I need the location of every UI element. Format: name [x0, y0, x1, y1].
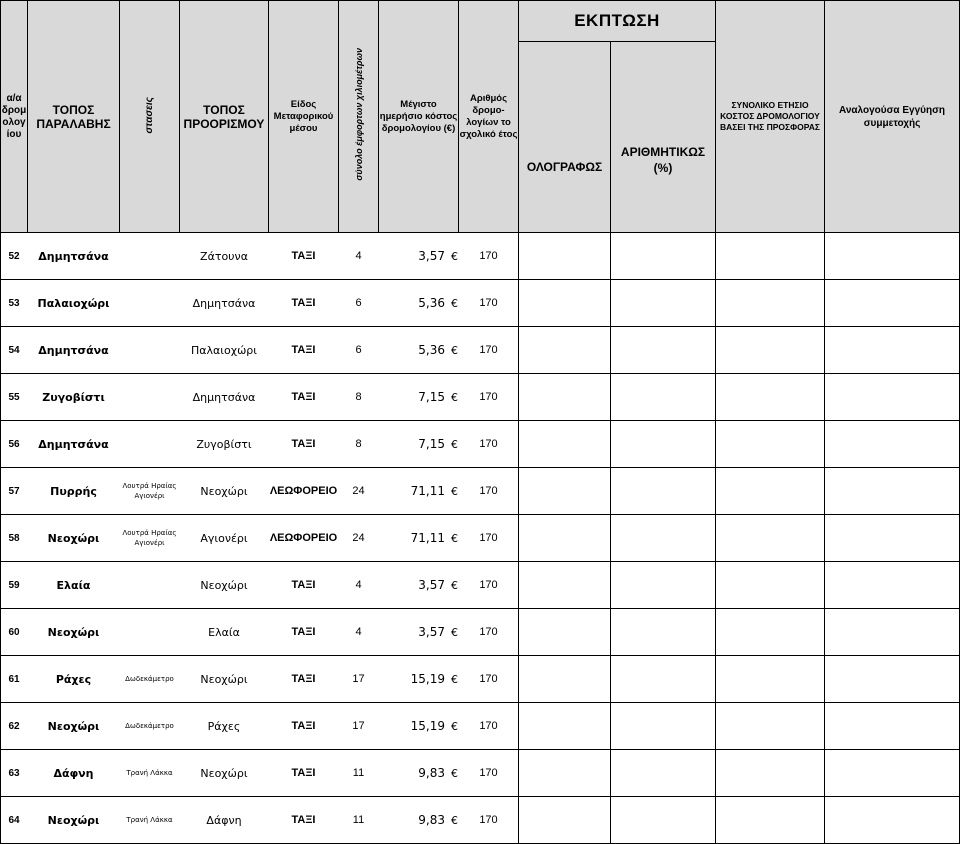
destination: Νεοχώρι [180, 656, 269, 703]
header-discount: ΕΚΠΤΩΣΗ [519, 1, 716, 42]
guarantee-cell[interactable] [825, 468, 960, 515]
stops [120, 421, 180, 468]
cost-value: 3,57 [418, 625, 445, 639]
annual-cost-cell[interactable] [716, 515, 825, 562]
row-number: 54 [1, 327, 28, 374]
vehicle-type: ΤΑΞΙ [269, 374, 339, 421]
loaded-km: 8 [339, 374, 379, 421]
stops: Τρανή Λάκκα [120, 750, 180, 797]
routes-count: 170 [459, 421, 519, 468]
row-number: 52 [1, 233, 28, 280]
guarantee-cell[interactable] [825, 703, 960, 750]
annual-cost-cell[interactable] [716, 327, 825, 374]
pickup-place: Νεοχώρι [28, 797, 120, 844]
max-daily-cost [379, 280, 459, 327]
cost-value: 15,19 [410, 672, 445, 686]
table-row [1, 327, 960, 374]
destination: Αγιονέρι [180, 515, 269, 562]
guarantee-cell[interactable] [825, 515, 960, 562]
guarantee-cell[interactable] [825, 327, 960, 374]
routes-count: 170 [459, 515, 519, 562]
table-row [1, 233, 960, 280]
pickup-place: Ράχες [28, 656, 120, 703]
destination: Ράχες [180, 703, 269, 750]
stops [120, 374, 180, 421]
euro-sign: € [451, 344, 458, 357]
routes-count: 170 [459, 374, 519, 421]
euro-sign: € [451, 485, 458, 498]
pickup-place: Δάφνη [28, 750, 120, 797]
row-number: 55 [1, 374, 28, 421]
cost-value: 9,83 [418, 766, 445, 780]
vehicle-type: ΤΑΞΙ [269, 609, 339, 656]
pickup-place: Παλαιοχώρι [28, 280, 120, 327]
loaded-km: 6 [339, 327, 379, 374]
annual-cost-cell[interactable] [716, 797, 825, 844]
euro-sign: € [451, 720, 458, 733]
euro-sign: € [451, 767, 458, 780]
stops [120, 233, 180, 280]
table-row [1, 562, 960, 609]
guarantee-cell[interactable] [825, 280, 960, 327]
max-daily-cost [379, 656, 459, 703]
vehicle-type: ΤΑΞΙ [269, 703, 339, 750]
routes-count: 170 [459, 233, 519, 280]
vehicle-type: ΤΑΞΙ [269, 656, 339, 703]
annual-cost-cell[interactable] [716, 750, 825, 797]
table-header [1, 1, 960, 233]
annual-cost-cell[interactable] [716, 421, 825, 468]
destination: Ζυγοβίστι [180, 421, 269, 468]
discount-words-cell[interactable] [519, 750, 611, 797]
cost-value: 7,15 [418, 437, 445, 451]
discount-words-cell[interactable] [519, 656, 611, 703]
max-daily-cost [379, 609, 459, 656]
loaded-km: 4 [339, 233, 379, 280]
cost-value: 7,15 [418, 390, 445, 404]
table-row [1, 374, 960, 421]
vehicle-type: ΤΑΞΙ [269, 421, 339, 468]
guarantee-cell[interactable] [825, 233, 960, 280]
vehicle-type: ΛΕΩΦΟΡΕΙΟ [269, 468, 339, 515]
max-daily-cost [379, 797, 459, 844]
stops: Τρανή Λάκκα [120, 797, 180, 844]
header-annual-cost: ΣΥΝΟΛΙΚΟ ΕΤΗΣΙΟ ΚΟΣΤΟΣ ΔΡΟΜΟΛΟΓΙΟΥ ΒΑΣΕΙ ΤΗΣ ΠΡΟΣΦΟΡΑΣ [716, 1, 825, 233]
header-pickup-place: ΤΟΠΟΣ ΠΑΡΑΛΑΒΗΣ [28, 1, 120, 233]
annual-cost-cell[interactable] [716, 609, 825, 656]
discount-numeric-cell[interactable] [611, 656, 716, 703]
pickup-place: Δημητσάνα [28, 421, 120, 468]
table-body [1, 233, 960, 844]
destination: Νεοχώρι [180, 750, 269, 797]
routes-count: 170 [459, 703, 519, 750]
row-number: 57 [1, 468, 28, 515]
stops: Δωδεκάμετρο [120, 656, 180, 703]
row-number: 62 [1, 703, 28, 750]
header-discount-numeric: ΑΡΙΘΜΗΤΙΚΩΣ (%) [611, 42, 716, 233]
pickup-place: Δημητσάνα [28, 233, 120, 280]
routes-count: 170 [459, 327, 519, 374]
discount-numeric-cell[interactable] [611, 797, 716, 844]
discount-words-cell[interactable] [519, 468, 611, 515]
annual-cost-cell[interactable] [716, 468, 825, 515]
loaded-km: 11 [339, 797, 379, 844]
cost-value: 9,83 [418, 813, 445, 827]
vehicle-type: ΤΑΞΙ [269, 233, 339, 280]
stops [120, 280, 180, 327]
cost-value: 71,11 [410, 484, 445, 498]
discount-numeric-cell[interactable] [611, 562, 716, 609]
euro-sign: € [451, 250, 458, 263]
guarantee-cell[interactable] [825, 562, 960, 609]
discount-numeric-cell[interactable] [611, 374, 716, 421]
routes-count: 170 [459, 609, 519, 656]
header-routes-count: Αριθμός δρομο-λογίων το σχολικό έτος [459, 1, 519, 233]
destination: Δημητσάνα [180, 280, 269, 327]
vehicle-type: ΛΕΩΦΟΡΕΙΟ [269, 515, 339, 562]
header-discount-words: ΟΛΟΓΡΑΦΩΣ [519, 42, 611, 233]
stops: Λουτρά Ηραίας Αγιονέρι [120, 468, 180, 515]
cost-value: 5,36 [418, 296, 445, 310]
discount-numeric-cell[interactable] [611, 233, 716, 280]
destination: Δάφνη [180, 797, 269, 844]
row-number: 63 [1, 750, 28, 797]
vehicle-type: ΤΑΞΙ [269, 327, 339, 374]
discount-words-cell[interactable] [519, 609, 611, 656]
pickup-place: Δημητσάνα [28, 327, 120, 374]
discount-numeric-cell[interactable] [611, 515, 716, 562]
pickup-place: Ελαία [28, 562, 120, 609]
table-row [1, 421, 960, 468]
max-daily-cost [379, 374, 459, 421]
table-row [1, 750, 960, 797]
guarantee-cell[interactable] [825, 797, 960, 844]
max-daily-cost [379, 468, 459, 515]
row-number: 53 [1, 280, 28, 327]
vehicle-type: ΤΑΞΙ [269, 797, 339, 844]
row-number: 61 [1, 656, 28, 703]
row-number: 60 [1, 609, 28, 656]
discount-numeric-cell[interactable] [611, 609, 716, 656]
discount-words-cell[interactable] [519, 327, 611, 374]
destination: Νεοχώρι [180, 562, 269, 609]
routes-count: 170 [459, 750, 519, 797]
euro-sign: € [451, 297, 458, 310]
guarantee-cell[interactable] [825, 656, 960, 703]
vehicle-type: ΤΑΞΙ [269, 750, 339, 797]
max-daily-cost [379, 421, 459, 468]
loaded-km: 8 [339, 421, 379, 468]
max-daily-cost [379, 515, 459, 562]
discount-numeric-cell[interactable] [611, 750, 716, 797]
stops [120, 609, 180, 656]
cost-value: 5,36 [418, 343, 445, 357]
discount-numeric-cell[interactable] [611, 327, 716, 374]
discount-words-cell[interactable] [519, 374, 611, 421]
loaded-km: 6 [339, 280, 379, 327]
discount-words-cell[interactable] [519, 280, 611, 327]
table-row [1, 515, 960, 562]
header-aa: α/α δρομ ολογ ίου [1, 1, 28, 233]
header-vehicle-type: Είδος Μεταφορικού μέσου [269, 1, 339, 233]
discount-words-cell[interactable] [519, 515, 611, 562]
stops: Δωδεκάμετρο [120, 703, 180, 750]
table-row [1, 656, 960, 703]
annual-cost-cell[interactable] [716, 374, 825, 421]
destination: Δημητσάνα [180, 374, 269, 421]
loaded-km: 17 [339, 703, 379, 750]
annual-cost-cell[interactable] [716, 562, 825, 609]
pickup-place: Νεοχώρι [28, 609, 120, 656]
pickup-place: Νεοχώρι [28, 703, 120, 750]
discount-words-cell[interactable] [519, 703, 611, 750]
loaded-km: 4 [339, 562, 379, 609]
cost-value: 3,57 [418, 578, 445, 592]
vehicle-type: ΤΑΞΙ [269, 280, 339, 327]
header-total-km: σύνολο έμφορτων χιλιομέτρων [339, 1, 379, 233]
header-max-daily-cost: Μέγιστο ημερήσιο κόστος δρομολογίου (€) [379, 1, 459, 233]
discount-numeric-cell[interactable] [611, 468, 716, 515]
euro-sign: € [451, 532, 458, 545]
discount-words-cell[interactable] [519, 562, 611, 609]
row-number: 56 [1, 421, 28, 468]
discount-numeric-cell[interactable] [611, 280, 716, 327]
annual-cost-cell[interactable] [716, 280, 825, 327]
discount-numeric-cell[interactable] [611, 421, 716, 468]
loaded-km: 24 [339, 468, 379, 515]
max-daily-cost [379, 233, 459, 280]
pickup-place: Πυρρής [28, 468, 120, 515]
guarantee-cell[interactable] [825, 750, 960, 797]
stops [120, 327, 180, 374]
destination: Νεοχώρι [180, 468, 269, 515]
annual-cost-cell[interactable] [716, 656, 825, 703]
pickup-place: Νεοχώρι [28, 515, 120, 562]
destination: Ελαία [180, 609, 269, 656]
header-guarantee: Αναλογούσα Εγγύηση συμμετοχής [825, 1, 960, 233]
guarantee-cell[interactable] [825, 421, 960, 468]
stops [120, 562, 180, 609]
vehicle-type: ΤΑΞΙ [269, 562, 339, 609]
row-number: 58 [1, 515, 28, 562]
max-daily-cost [379, 750, 459, 797]
loaded-km: 24 [339, 515, 379, 562]
routes-count: 170 [459, 562, 519, 609]
max-daily-cost [379, 327, 459, 374]
euro-sign: € [451, 814, 458, 827]
loaded-km: 17 [339, 656, 379, 703]
euro-sign: € [451, 579, 458, 592]
table-row [1, 468, 960, 515]
cost-value: 71,11 [410, 531, 445, 545]
routes-count: 170 [459, 280, 519, 327]
loaded-km: 11 [339, 750, 379, 797]
discount-words-cell[interactable] [519, 421, 611, 468]
euro-sign: € [451, 391, 458, 404]
guarantee-cell[interactable] [825, 374, 960, 421]
table-row [1, 280, 960, 327]
cost-value: 15,19 [410, 719, 445, 733]
annual-cost-cell[interactable] [716, 703, 825, 750]
discount-words-cell[interactable] [519, 233, 611, 280]
discount-words-cell[interactable] [519, 797, 611, 844]
table-row [1, 703, 960, 750]
header-destination: ΤΟΠΟΣ ΠΡΟΟΡΙΣΜΟΥ [180, 1, 269, 233]
stops: Λουτρά Ηραίας Αγιονέρι [120, 515, 180, 562]
euro-sign: € [451, 673, 458, 686]
max-daily-cost [379, 562, 459, 609]
destination: Ζάτουνα [180, 233, 269, 280]
euro-sign: € [451, 438, 458, 451]
routes-count: 170 [459, 656, 519, 703]
guarantee-cell[interactable] [825, 609, 960, 656]
row-number: 64 [1, 797, 28, 844]
annual-cost-cell[interactable] [716, 233, 825, 280]
max-daily-cost [379, 703, 459, 750]
routes-count: 170 [459, 468, 519, 515]
header-stops: στασεις [120, 1, 180, 233]
pickup-place: Ζυγοβίστι [28, 374, 120, 421]
table-row [1, 609, 960, 656]
loaded-km: 4 [339, 609, 379, 656]
destination: Παλαιοχώρι [180, 327, 269, 374]
discount-numeric-cell[interactable] [611, 703, 716, 750]
table-row [1, 797, 960, 844]
euro-sign: € [451, 626, 458, 639]
routes-count: 170 [459, 797, 519, 844]
cost-value: 3,57 [418, 249, 445, 263]
row-number: 59 [1, 562, 28, 609]
